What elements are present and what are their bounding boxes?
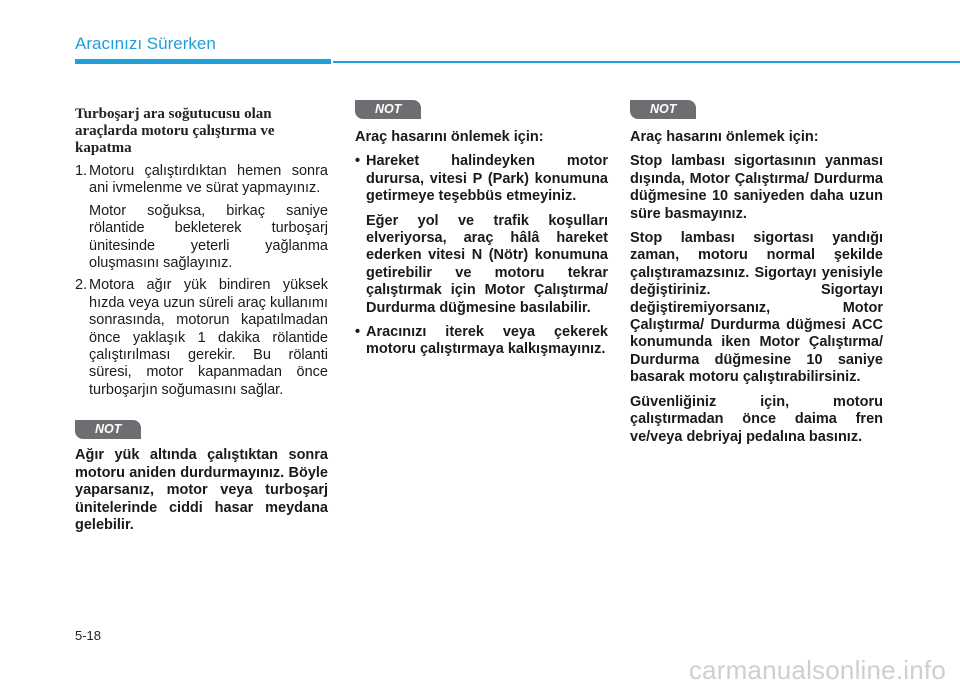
item-text: Motora ağır yük bindiren yüksek hızda veya uzun süreli araç kullanımı sonrasında, motorun kapatılmadan önce yaklaşık 1 dakika rölantide çalıştırılması gerekir. Bu rölanti süresi, motor kapanmadan önce turboşarjın soğumasını sağlar. xyxy=(89,277,328,398)
item-number: 2. xyxy=(75,277,88,294)
column-1 xyxy=(75,100,328,541)
note-text: Ağır yük altında çalıştıktan sonra motoru aniden durdurmayınız. Böyle yaparsanız, motor veya turboşarj ünitelerinde ciddi hasar meydana gelebilir. xyxy=(75,447,328,533)
note-intro: Araç hasarını önlemek için: xyxy=(630,129,819,145)
bullet-item-1 xyxy=(355,153,608,205)
header-accent-bar xyxy=(75,59,331,64)
bullet-icon: • xyxy=(355,153,361,170)
note-paragraph-2: Stop lambası sigortası yandığı zaman, motoru normal şekilde çalıştıramazsınız. Sigortayı yenisiyle değiştiriniz. Sigortayı değiştiremiyorsanız, Motor Çalıştırma/ Durdurma düğmesi ACC konumunda iken Motor Çalıştırma/ Durdurma düğmesine 10 saniye basarak motoru çalıştırabilirsiniz. xyxy=(630,230,883,386)
column-3 xyxy=(630,100,883,453)
note-badge: NOT xyxy=(355,100,421,119)
bullet-text: Aracınızı iterek veya çekerek motoru çalıştırmaya kalkışmayınız. xyxy=(366,324,608,358)
note-badge: NOT xyxy=(630,100,696,119)
item-1-continuation: Motor soğuksa, birkaç saniye rölantide bekleterek turboşarj ünitesinde yeterli yağlanma oluşmasını sağlayınız. xyxy=(89,202,328,272)
page-number: 5-18 xyxy=(75,628,102,643)
note-intro: Araç hasarını önlemek için: xyxy=(355,129,544,145)
item-text: Motoru çalıştırdıktan hemen sonra ani ivmelenme ve sürat yapmayınız. xyxy=(89,163,328,197)
watermark: carmanualsonline.info xyxy=(688,655,946,685)
section-title: Aracınızı Sürerken xyxy=(75,34,216,53)
bullet-item-2 xyxy=(355,324,608,359)
subsection-heading: Turboşarj ara soğutucusu olan araçlarda motoru çalıştırma ve kapatma xyxy=(75,106,275,156)
bullet-icon: • xyxy=(355,324,361,341)
bullet-text: Hareket halindeyken motor durursa, vitesi P (Park) konumuna getirmeye teşebbüs etmeyiniz. xyxy=(366,153,608,205)
note-paragraph-3: Güvenliğiniz için, motoru çalıştırmadan önce daima fren ve/veya debriyaj pedalına basınız. xyxy=(630,393,883,445)
item-number: 1. xyxy=(75,163,88,179)
bullet-1-continuation: Eğer yol ve trafik koşulları elveriyorsa, araç hâlâ hareket ederken vitesi N (Nötr) konumuna getirebilir ve motoru tekrar çalıştırmak için Motor Çalıştırma/ Durdurma düğmesine basılabilir. xyxy=(366,212,608,316)
column-2 xyxy=(355,100,608,366)
note-paragraph-1: Stop lambası sigortasının yanması dışında, Motor Çalıştırma/ Durdurma düğmesine 10 saniyeden daha uzun süre basmayınız. xyxy=(630,153,883,222)
header-rule xyxy=(333,61,960,63)
note-badge: NOT xyxy=(75,420,141,439)
numbered-item-2 xyxy=(75,277,328,399)
numbered-item-1 xyxy=(75,163,328,198)
